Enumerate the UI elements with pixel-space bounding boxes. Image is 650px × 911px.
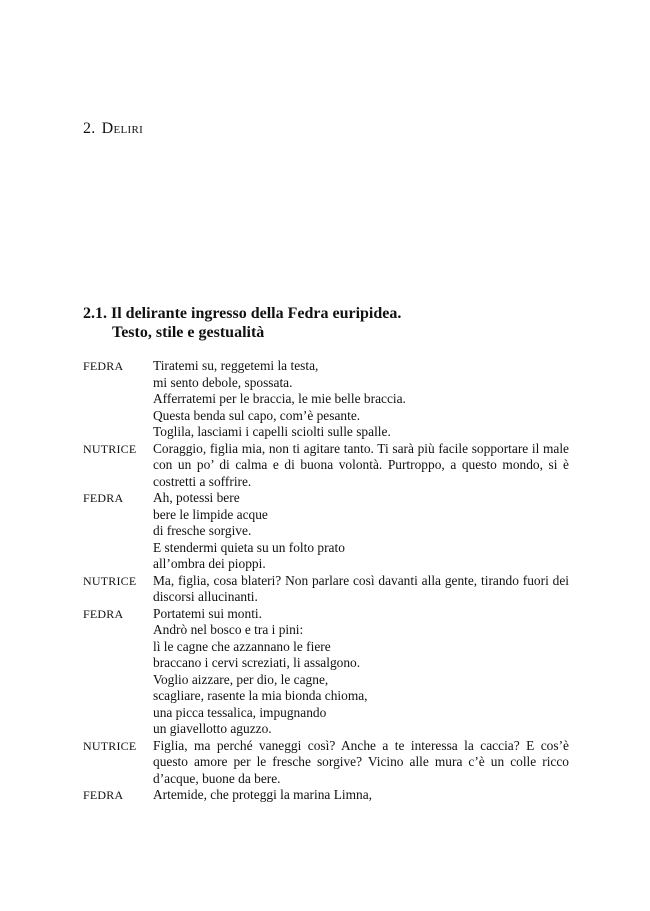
dialogue-entry (83, 738, 569, 788)
verse-line: Tiratemi su, reggetemi la testa, (153, 358, 319, 373)
verse-line: braccano i cervi screziati, li assalgono. (153, 655, 361, 670)
verse-line: Artemide, che proteggi la marina Limna, (153, 787, 373, 802)
dialogue-entry (83, 441, 569, 491)
speech (153, 787, 569, 804)
verse-line: Voglio aizzare, per dio, le cagne, (153, 671, 329, 687)
dialogue-entry (83, 606, 569, 738)
dialogue-entry (83, 490, 569, 573)
section-title-line2: Testo, stile e gestualità (112, 324, 265, 341)
chapter-title: Deliri (101, 120, 144, 137)
dialogue-entry (83, 787, 569, 804)
dialogue-entry (83, 358, 569, 441)
section-title-line1: Il delirante ingresso della Fedra euripidea. (111, 305, 402, 322)
speaker-name: FEDRA (83, 491, 124, 505)
dialogue (83, 358, 569, 804)
verse-line: Questa benda sul capo, com’è pesante. (153, 407, 361, 423)
speaker-name: FEDRA (83, 606, 124, 621)
section-heading (83, 304, 573, 342)
speaker-name: FEDRA (83, 788, 124, 802)
prose-speech: Ma, figlia, cosa blateri? Non parlare così davanti alla gente, tirando fuori dei discorsi allucinanti. (153, 572, 569, 604)
verse-line: un giavellotto aguzzo. (153, 721, 272, 736)
verse-line: E stendermi quieta su un folto prato (153, 539, 345, 555)
verse-line: lì le cagne che azzannano le fiere (153, 638, 331, 654)
speech (153, 490, 569, 573)
speaker-name: NUTRICE (83, 441, 137, 456)
speech (153, 358, 569, 441)
prose-speech: Figlia, ma perché vaneggi così? Anche a te interessa la caccia? E cos’è questo amore per le fresche sorgive? Vicino alle mura c’è un colle ricco d’acque, buone da bere. (153, 737, 569, 786)
verse-line: mi sento debole, spossata. (153, 374, 293, 390)
section-number: 2.1. (83, 305, 107, 322)
verse-line: scagliare, rasente la mia bionda chioma, (153, 688, 368, 703)
speaker-name: FEDRA (83, 359, 124, 373)
verse-line: Ah, potessi bere (153, 490, 240, 505)
verse-line: Toglila, lasciami i capelli sciolti sulle spalle. (153, 424, 391, 439)
speech (153, 606, 569, 738)
speech (153, 441, 569, 491)
prose-speech: Coraggio, figlia mia, non ti agitare tanto. Ti sarà più facile sopportare il male con un po’ di calma e di buona volontà. Purtroppo, a questo mondo, si è costretti a soffrire. (153, 440, 569, 489)
verse-line: Portatemi sui monti. (153, 605, 262, 621)
verse-line: una picca tessalica, impugnando (153, 704, 327, 720)
chapter-heading (83, 120, 143, 138)
speaker-name: NUTRICE (83, 738, 137, 753)
speech (153, 573, 569, 606)
dialogue-entry (83, 573, 569, 606)
verse-line: bere le limpide acque (153, 506, 268, 522)
chapter-number: 2. (83, 120, 96, 137)
speech (153, 738, 569, 788)
verse-line: all’ombra dei pioppi. (153, 556, 266, 571)
speaker-name: NUTRICE (83, 573, 137, 588)
verse-line: di fresche sorgive. (153, 523, 252, 538)
verse-line: Afferratemi per le braccia, le mie belle braccia. (153, 391, 406, 406)
verse-line: Andrò nel bosco e tra i pini: (153, 622, 304, 637)
